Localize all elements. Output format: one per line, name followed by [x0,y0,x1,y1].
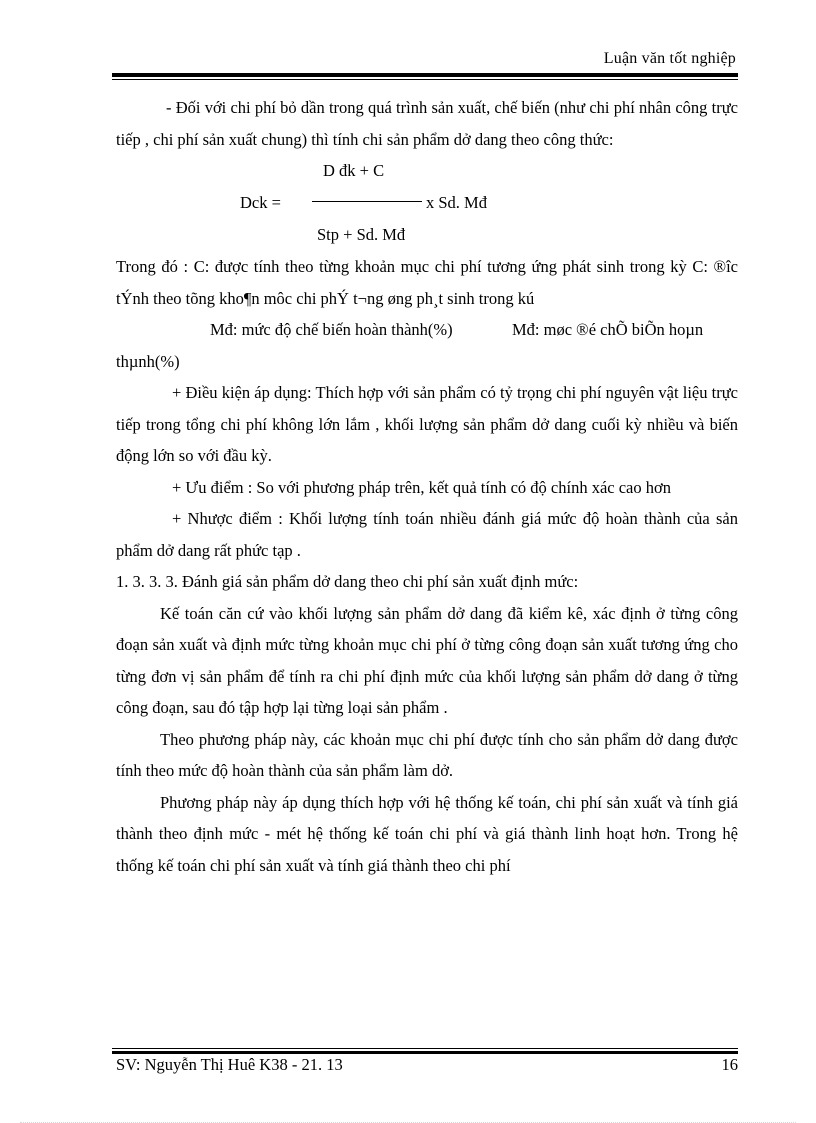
section-heading: 1. 3. 3. 3. Đánh giá sản phẩm dở dang theo chi phí sản xuất định mức: [116,572,579,591]
md-definition-line [116,314,738,346]
paragraph-standard-cost: Kế toán căn cứ vào khối lượng sản phẩm dở dang đã kiểm kê, xác định ở từng công đoạn sản xuất và định mức từng khoản mục chi phí ở từng công đoạn sản xuất tương ứng cho từng đơn vị sản phẩm để tính ra chi phí định mức của khối lượng sản phẩm dở dang ở từng công đoạn, sau đó tập hợp lại từng loại sản phẩm . [116,603,738,717]
formula-multiplier: x Sd. Mđ [426,193,487,212]
formula-lhs: Dck = [240,193,281,212]
formula-numerator: D đk + C [323,161,385,180]
footer-rule-thick [112,1051,738,1054]
paragraph-advantages: + Ưu điểm : So với phương pháp trên, kết quả tính có độ chính xác cao hơn [172,477,671,497]
formula-block [116,155,738,251]
document-body [116,92,738,881]
paragraph-disadvantages: + Nhược điểm : Khối lượng tính toán nhiều đánh giá mức độ hoàn thành của sản phẩm dở dang rất phức tạp . [116,509,738,560]
formula-denominator: Stp + Sd. Mđ [317,225,406,244]
page-number: 16 [721,1055,738,1074]
footer-rule-thin [112,1048,738,1049]
paragraph-method: Theo phương pháp này, các khoản mục chi phí được tính cho sản phẩm dở dang được tính theo mức độ hoàn thành của sản phẩm làm dở. [116,729,738,780]
paragraph-conditions: + Điều kiện áp dụng: Thích hợp với sản phẩm có tỷ trọng chi phí nguyên vật liệu trực tiếp trong tổng chi phí không lớn lắm , khối lượng sản phẩm dở dang cuối kỳ nhiều và biến động lớn so với đầu kỳ. [116,383,738,465]
md-definition: Mđ: mức độ chế biến hoàn thành(%) [210,320,453,339]
footer-rules [112,1048,738,1054]
md-definition-garbled: Mđ: møc ®é chÕ biÕn hoµn [512,320,704,339]
header-rule-thick [112,73,738,77]
paragraph-application: Phương pháp này áp dụng thích hợp với hệ thống kế toán, chi phí sản xuất và tính giá thành theo định mức - mét hệ thống kế toán chi phí và giá thành linh hoạt hơn. Trong hệ thống kế toán chi phí sản xuất và tính giá thành theo chi phí [116,792,738,875]
fraction-bar [312,201,422,202]
paragraph-where: Trong đó : C: được tính theo từng khoản mục chi phí tương ứng phát sinh trong kỳ C: ®îc tÝnh theo tõng kho¶n môc chi phÝ t¬ng øng ph¸t sinh trong kú [116,257,738,308]
header-rule-thin [112,79,738,80]
running-header: Luận văn tốt nghiệp [603,50,736,67]
md-definition-continued: thµnh(%) [116,351,180,371]
footer-student: SV: Nguyễn Thị Huê K38 - 21. 13 [116,1055,343,1074]
page-footer [116,1055,738,1075]
paragraph-intro: - Đối với chi phí bỏ dần trong quá trình sản xuất, chế biến (như chi phí nhân công trực tiếp , chi phí sản xuất chung) thì tính chi sản phẩm dở dang theo công thức: [116,98,738,149]
